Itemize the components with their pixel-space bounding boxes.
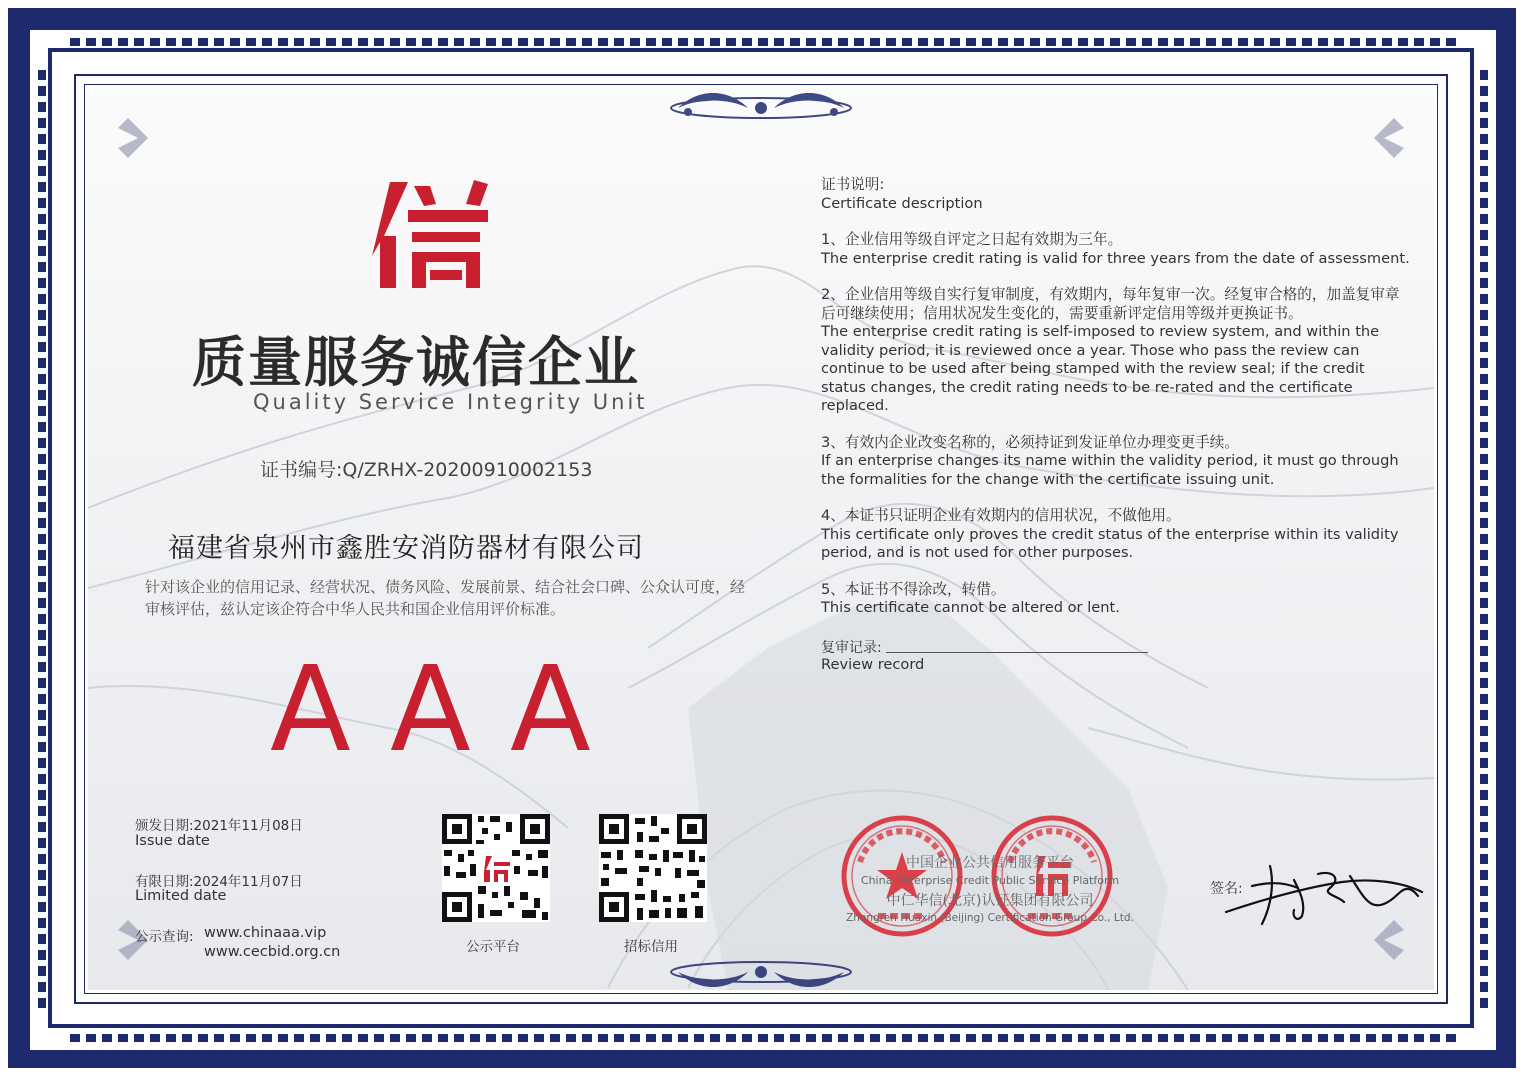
- description-item-4-english: This certificate only proves the credit status of the enterprise within its validity period, and is not used for other purposes.: [821, 525, 1399, 561]
- issuer-block: [830, 852, 1150, 924]
- description-item-2-english: The enterprise credit rating is self-imposed to review system, and within the validity period, it is reviewed once a year. Those who pass the review can continue to be used after being stamped with the review seal; if the credit status changes, the credit rating needs to be re-rated and the certificate replaced.: [821, 323, 1380, 414]
- bottom-dashed-border: [70, 1034, 1456, 1042]
- certificate-description: [821, 176, 1411, 618]
- issuer-company-english: Zhongren Huaxin (Beijing) Certification Group Co., Ltd.: [846, 912, 1134, 924]
- issue-date: 颁发日期:2021年11月08日: [135, 818, 303, 834]
- top-ornament: [671, 93, 851, 118]
- query-url-chinaaa: www.chinaaa.vip: [204, 925, 327, 941]
- issuer-company: 中仁华信(北京)认证集团有限公司: [886, 893, 1094, 909]
- description-item-2: 2、企业信用等级自实行复审制度，有效期内，每年复审一次。经复审合格的，加盖复审章后可继续使用；信用状况发生变化的，需要重新评定信用等级并更换证书。: [821, 286, 1400, 322]
- top-dashed-border: [70, 38, 1456, 46]
- description-item-5: 5、本证书不得涂改，转借。: [821, 580, 1006, 598]
- certification-statement: 针对该企业的信用记录、经营状况、债务风险、发展前景、结合社会口碑、公众认可度，经审核评估，兹认定该企符合中华人民共和国企业信用评价标准。: [145, 578, 746, 618]
- qr-code-bidding-credit: [599, 814, 707, 922]
- left-dashed-border: [38, 70, 46, 1010]
- qr-caption-bidding-credit: 招标信用: [624, 939, 678, 955]
- qr-code-public-platform: [442, 814, 550, 922]
- certificate-title: 质量服务诚信企业: [192, 330, 640, 394]
- review-record-label-english: Review record: [821, 656, 925, 673]
- credit-rating: AAA: [270, 640, 627, 778]
- company-name: 福建省泉州市鑫胜安消防器材有限公司: [168, 533, 644, 564]
- certificate-title-english: Quality Service Integrity Unit: [253, 390, 648, 414]
- description-item-5-english: This certificate cannot be altered or lent.: [821, 599, 1120, 616]
- description-item-1: 1、企业信用等级自评定之日起有效期为三年。: [821, 231, 1123, 248]
- limited-date-label-english: Limited date: [135, 888, 227, 904]
- issuer-platform-english: China Enterprise Credit Public Service Platform: [860, 874, 1120, 887]
- issue-date-label-english: Issue date: [135, 833, 210, 849]
- certificate-number: 证书编号:Q/ZRHX-20200910002153: [260, 459, 593, 481]
- signature-label: 签名:: [1210, 881, 1243, 897]
- description-item-1-english: The enterprise credit rating is valid for three years from the date of assessment.: [821, 249, 1410, 267]
- issuer-platform: 中国企业公共信用服务平台: [906, 855, 1074, 871]
- xin-logo-icon: [370, 176, 490, 290]
- handwritten-signature: [1222, 852, 1432, 932]
- limited-date: 有限日期:2024年11月07日: [135, 874, 303, 890]
- description-heading-english: Certificate description: [821, 194, 983, 212]
- description-item-3: 3、有效内企业改变名称的，必须持证到发证单位办理变更手续。: [821, 433, 1239, 451]
- qr-caption-public-platform: 公示平台: [466, 939, 520, 955]
- query-label: 公示查询:: [135, 929, 194, 945]
- right-dashed-border: [1480, 70, 1488, 1010]
- description-heading: 证书说明:: [821, 176, 885, 193]
- review-record-label: 复审记录:: [821, 640, 882, 656]
- review-record-line: [886, 652, 1148, 653]
- description-item-3-english: If an enterprise changes its name within the validity period, it must go through the formalities for the change with the certificate issuing unit.: [821, 452, 1399, 488]
- description-item-4: 4、本证书只证明企业有效期内的信用状况，不做他用。: [821, 507, 1181, 524]
- query-url-cecbid: www.cecbid.org.cn: [204, 944, 341, 960]
